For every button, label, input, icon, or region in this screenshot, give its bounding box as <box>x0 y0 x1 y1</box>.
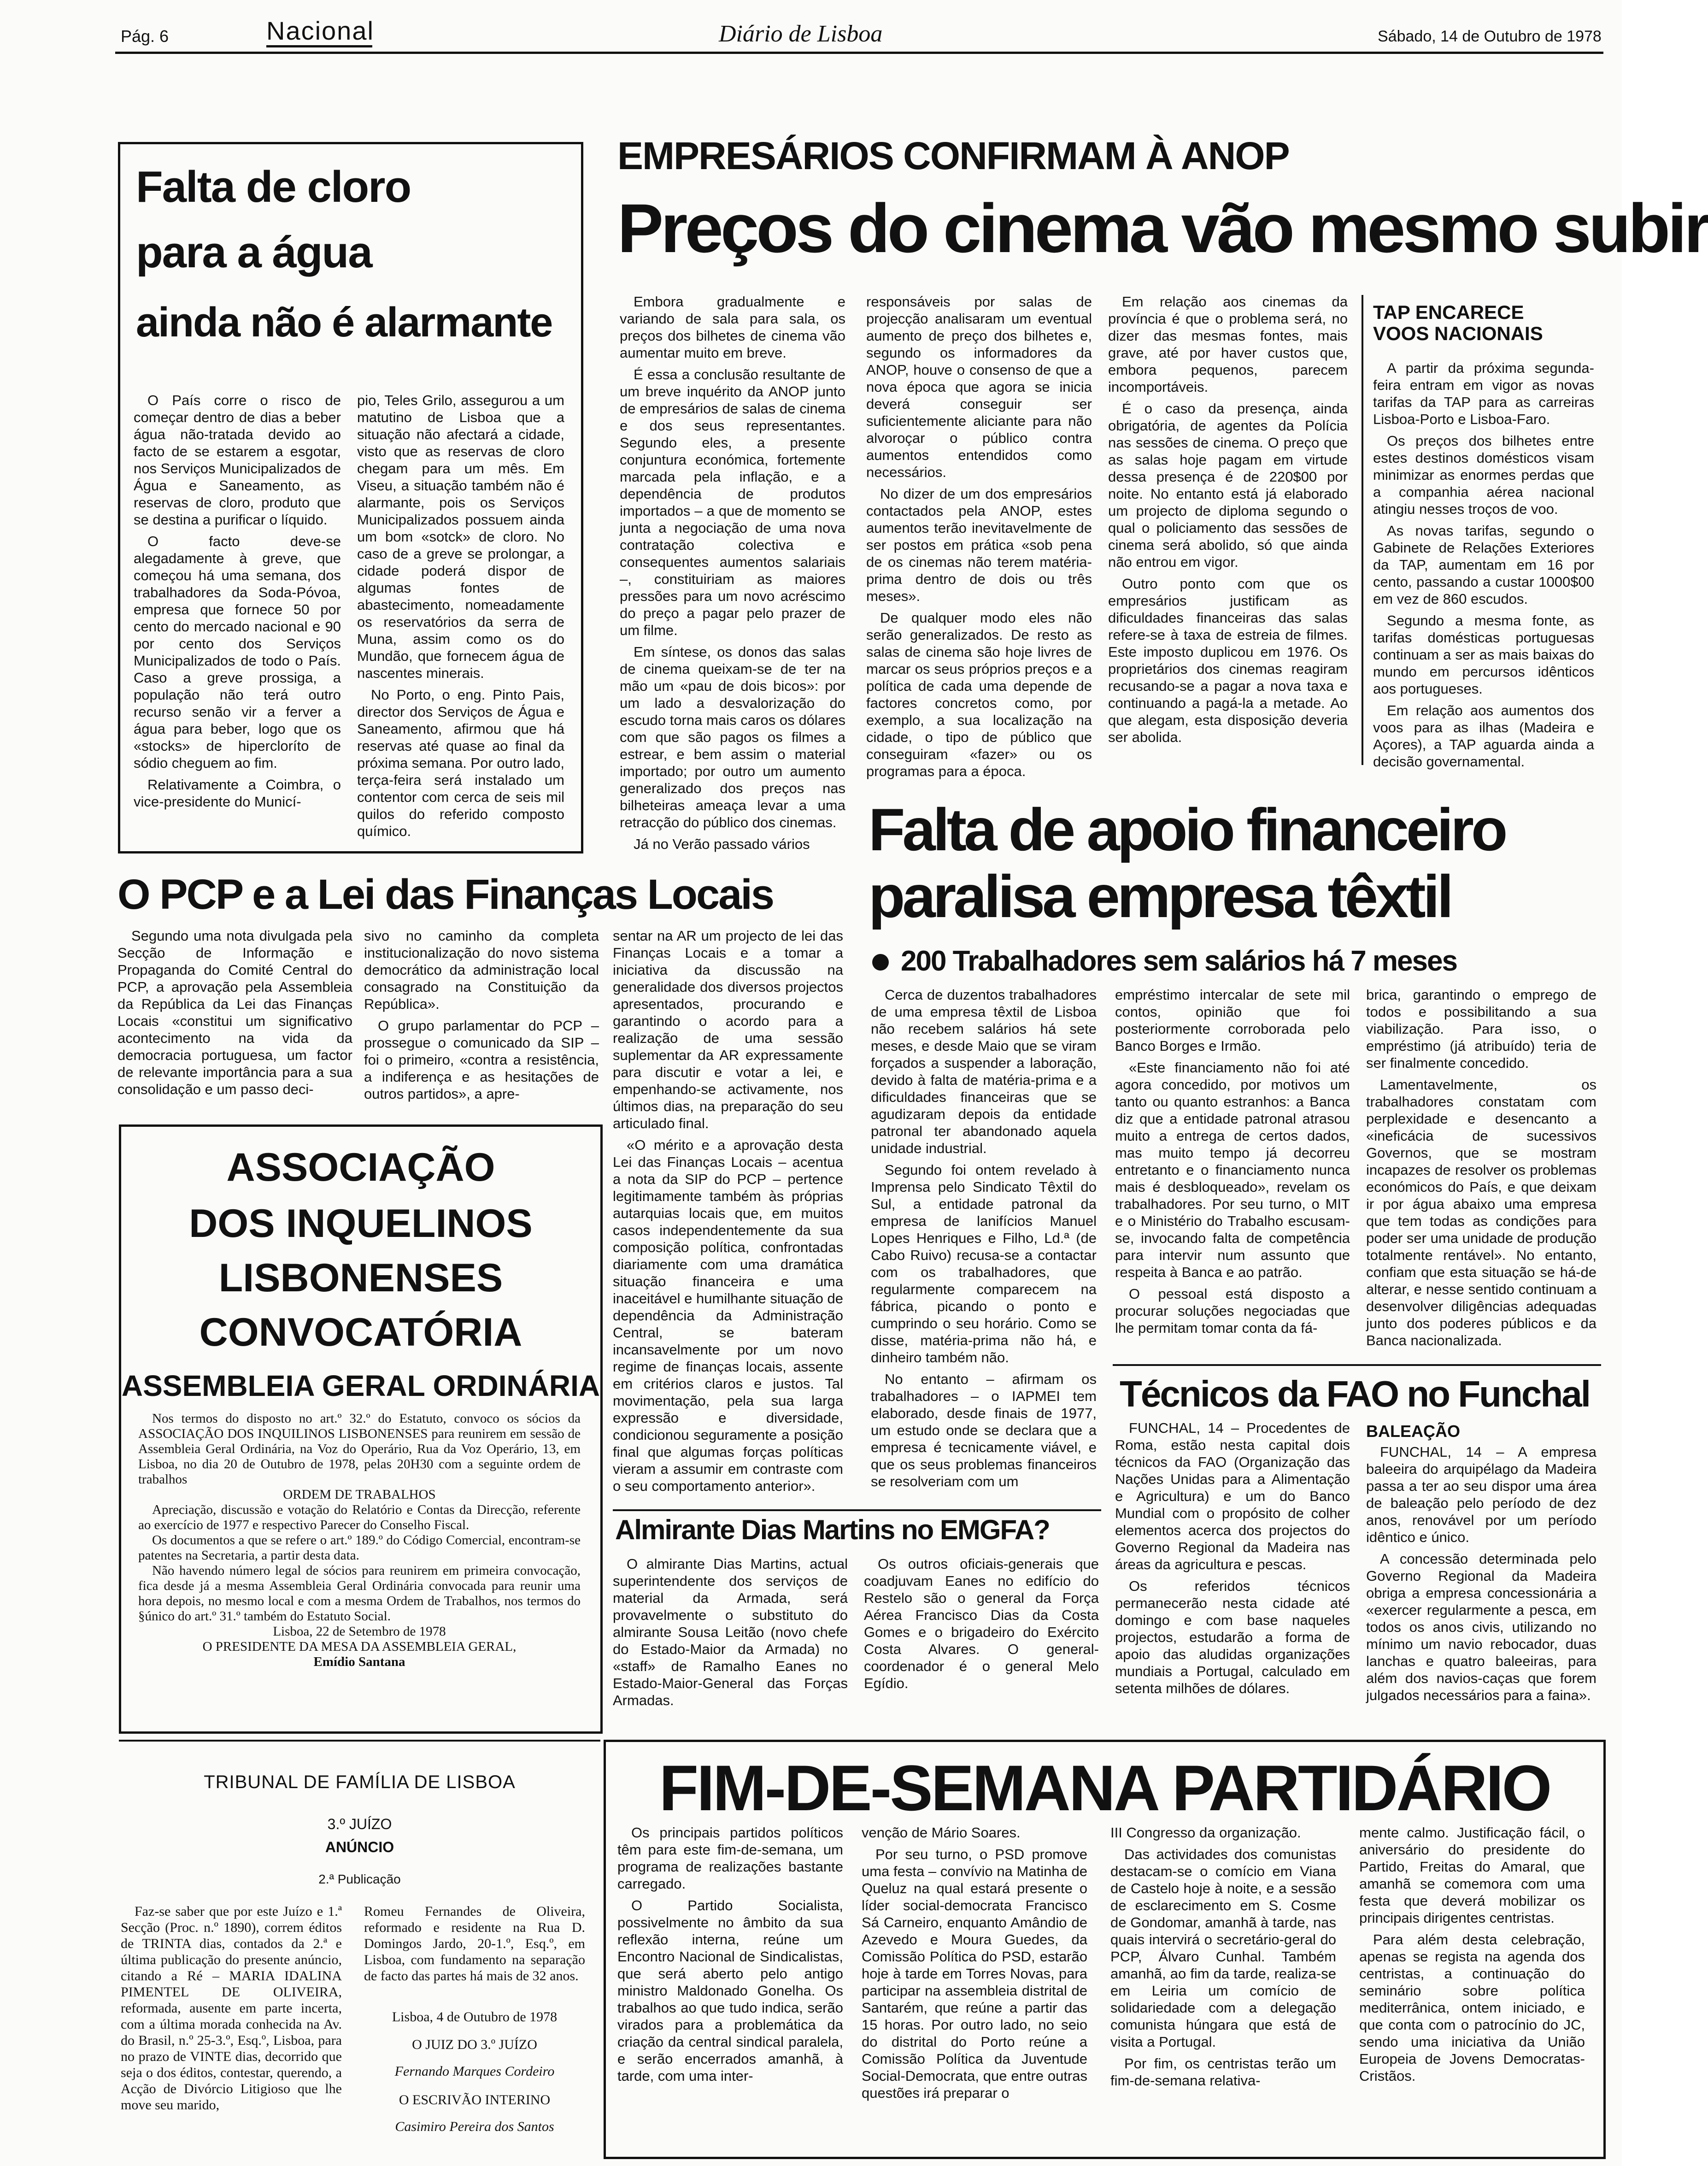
pcp-column-1 <box>117 927 352 1116</box>
cloro-column-1 <box>134 392 341 830</box>
fimsemana-column-1 <box>617 1824 843 2147</box>
pcp-paragraph: sivo no caminho da completa institucionalização do novo sistema democrático da administração local consagrado na Constituição da República». <box>364 928 599 1012</box>
cinema-paragraph: Já no Verão passado vários <box>634 836 810 852</box>
masthead-rule <box>115 52 1603 54</box>
fimsemana-paragraph: Por fim, os centristas terão um fim-de-semana relativa- <box>1110 2055 1336 2089</box>
tribunal-paragraph: Faz-se saber que por este Juízo e 1.ª Secção (Proc. n.º 1890), correm éditos de TRINTA dias, contados da 2.ª e última publicação do presente anúncio, citando a Ré – MARIA IDALINA PIMENTEL DE OLIVEIRA, reformada, ausente em parte incerta, com a última morada conhecida na Av. do Brasil, n.º 25-3.º, Esq.º, Lisboa, para no prazo de VINTE dias, decorrido que seja o dos éditos, contestar, querendo, a Acção de Divórcio Litigioso que lhe move seu marido, <box>121 1904 342 2113</box>
tap-paragraph: As novas tarifas, segundo o Gabinete de Relações Exteriores da TAP, aumentam em 16 por cento, passando a custar 1000$00 em vez de 860 escudos. <box>1373 523 1594 607</box>
fimsemana-column-2 <box>862 1824 1087 2147</box>
textil-paragraph: Segundo foi ontem revelado à Imprensa pelo Sindicato Têxtil do Sul, a entidade patronal da empresa de lanifícios Manuel Lopes Henriques e Filho, Ld.ª (de Cabo Ruivo) recusa-se a contactar com os trabalhadores, que regularmente comparecem na fábrica, picando o ponto e cumprindo o seu horário. Como se disse, matéria-prima não há, e dinheiro também não. <box>871 1162 1097 1366</box>
associacao-paragraph: Nos termos do disposto no art.º 32.º do Estatuto, convoco os sócios da ASSOCIAÇÃO DOS INQUILINOS LISBONENSES para reunirem em sessão de Assembleia Geral Ordinária, na Voz do Operário, Rua da Voz Operário, 13, em Lisboa, no dia 20 de Outubro de 1978, pelas 20H30 com a seguinte ordem de trabalhos <box>138 1411 581 1487</box>
pcp-column-2 <box>364 927 599 1116</box>
tribunal-clerk-name: Casimiro Pereira dos Santos <box>395 2119 554 2134</box>
fimsemana-paragraph: Das actividades dos comunistas destacam-se o comício em Viana de Castelo hoje à noite, e a sessão de esclarecimento em S. Cosme de Gondomar, amanhã à tarde, nas quais intervirá o secretário-geral do PCP, Álvaro Cunhal. Também amanhã, ao fim da tarde, realiza-se em Leiria um comício de solidariedade com a delegação comunista húngara que está de visita a Portugal. <box>1110 1846 1336 2050</box>
almirante-column-2 <box>864 1555 1099 1740</box>
fao-paragraph: FUNCHAL, 14 – Procedentes de Roma, estão nesta capital dois técnicos da FAO (Organização das Nações Unidas para a Alimentação e Agricultura) e um do Banco Mundial com o propósito de colher elementos acerca dos projectos do Governo Regional da Madeira nas áreas da agricultura e pescas. <box>1115 1420 1350 1572</box>
tribunal-column-2 <box>364 1903 585 1995</box>
tribunal-title: TRIBUNAL DE FAMÍLIA DE LISBOA <box>204 1772 516 1792</box>
fimsemana-paragraph: III Congresso da organização. <box>1110 1825 1301 1841</box>
textil-paragraph: empréstimo intercalar de sete mil contos, opinião que foi posteriormente corroborada pelo Banco Borges e Irmão. <box>1115 987 1350 1054</box>
tribunal-anuncio: ANÚNCIO <box>325 1839 394 1855</box>
tap-paragraph: Em relação aos aumentos dos voos para as ilhas (Madeira e Açores), a TAP aguarda ainda a decisão governamental. <box>1373 702 1594 770</box>
associacao-title-5: ASSEMBLEIA GERAL ORDINÁRIA <box>121 1369 600 1402</box>
almirante-column-1 <box>613 1555 848 1740</box>
textil-paragraph: «Este financiamento não foi até agora concedido, por motivos um tanto ou quanto estranhos: a Banca diz que a entidade patronal atrasou muito a entrega de certos dados, mas muito tempo já decorreu entretanto e o financiamento nunca mais é desbloqueado», revelam os trabalhadores. Por seu turno, o MIT e o Ministério do Trabalho escusam-se, invocando falta de competência para intervir num assunto que respeita à Banca e ao patrão. <box>1115 1059 1350 1280</box>
cinema-column-2 <box>866 293 1092 837</box>
baleacao-title: BALEAÇÃO <box>1366 1422 1460 1441</box>
textil-paragraph: O pessoal está disposto a procurar soluções negociadas que lhe permitam tomar conta da fá- <box>1115 1286 1350 1336</box>
almirante-top-rule <box>613 1509 1101 1511</box>
pcp-paragraph: O grupo parlamentar do PCP – prossegue o comunicado da SIP – foi o primeiro, «contra a resistência, a indiferença e as hesitações de outros partidos», a apre- <box>364 1018 599 1102</box>
textil-paragraph: Lamentavelmente, os trabalhadores constatam com perplexidade e desencanto a «ineficácia de sucessivos Governos, que se mostram incapazes de resolver os problemas económicos do País, e que deixam ir por água abaixo uma empresa que tem todas as condições para poder ser uma unidade de produção totalmente rentável». No entanto, confiam que esta situação se há-de alterar, e nesse sentido continuam a desenvolver diligências adequadas junto dos poderes públicos e da Banca nacionalizada. <box>1366 1077 1596 1348</box>
pcp-column-3 <box>613 927 843 1499</box>
cinema-paragraph: De qualquer modo eles não serão generalizados. De resto as salas de cinema são hoje livres de marcar os seus próprios preços e a política de cada uma depende de factores concretos como, por exemplo, a sua localização na cidade, o tipo de público que conseguiram «fazer» ou os programas para a época. <box>866 610 1092 779</box>
cinema-kicker: EMPRESÁRIOS CONFIRMAM À ANOP <box>617 134 1289 177</box>
tap-column-rule <box>1362 295 1363 765</box>
cinema-paragraph: Em relação aos cinemas da província é que o problema será, no dizer das mesmas fontes, mais grave, até por haver custos que, embora pequenos, parecem incomportáveis. <box>1108 294 1348 395</box>
fimsemana-column-4 <box>1359 1824 1585 2147</box>
tribunal-paragraph: Romeu Fernandes de Oliveira, reformado e residente na Rua D. Domingos Jardo, 20-1.º, Esq.º, em Lisboa, com fundamento na separação de facto das partes há mais de 32 anos. <box>364 1904 585 1984</box>
cinema-paragraph: responsáveis por salas de projecção analisaram um eventual aumento de preço dos bilhetes e, segundo os informadores da ANOP, houve o consenso de que a nova época que agora se inicia deverá conseguir ser suficientemente aliciante para não alvoroçar o público contra aumentos entendidos como necessários. <box>866 294 1092 480</box>
section-underline <box>266 45 372 47</box>
cloro-headline-2: para a água <box>136 228 372 277</box>
pcp-paragraph: sentar na AR um projecto de lei das Finanças Locais e a tomar a iniciativa da discussão na generalidade dos diversos projectos apresentados, procurando e garantindo o acordo para a realização de uma sessão suplementar da AR expressamente para discutir e votar a lei, e empenhando-se activamente, nos últimos dias, na preparação do seu articulado final. <box>613 928 843 1131</box>
textil-headline-1: Falta de apoio financeiro <box>869 796 1505 863</box>
pcp-paragraph: «O mérito e a aprovação desta Lei das Finanças Locais – acentua a nota da SIP do PCP – pertence legitimamente também às próprias autarquias locais que, em muitos casos independentemente da sua composição política, confrontadas diariamente com uma dramática situação financeira e uma inaceitável e humilhante situação de dependência da Administração Central, se bateram incansavelmente por um novo regime de finanças locais, assente em critérios claros e justos. Tal movimentação, pela sua larga expressão e diversidade, condicionou seguramente a posição final que algumas forças políticas vieram a assumir em contraste com o seu comportamento anterior». <box>613 1137 843 1494</box>
associacao-body <box>138 1411 581 1720</box>
tap-paragraph: A partir da próxima segunda-feira entram em vigor as novas tarifas da TAP para as carreiras Lisboa-Porto e Lisboa-Faro. <box>1373 360 1594 427</box>
textil-paragraph: Cerca de duzentos trabalhadores de uma empresa têxtil de Lisboa não recebem salários há sete meses, e desde Maio que se viram forçados a suspender a laboração, devido à falta de matéria-prima e a dificuldades financeiras que se agudizaram depois da entidade patronal ter abandonado aquela unidade industrial. <box>871 987 1097 1156</box>
paper-name: Diário de Lisboa <box>719 21 883 47</box>
tribunal-judge-name: Fernando Marques Cordeiro <box>394 2064 555 2079</box>
tribunal-date: Lisboa, 4 de Outubro de 1978 <box>392 2009 558 2025</box>
fimsemana-paragraph: O Partido Socialista, possivelmente no âmbito da sua reflexão interna, reúne um Encontro Nacional de Sindicalistas, que será aberto pelo antigo ministro Maldonado Gonelha. Os trabalhos ao que tudo indica, serão virados para a problemática da criação da central sindical paralela, e serão encerrados amanhã, à tarde, com uma inter- <box>617 1897 843 2084</box>
tap-column <box>1373 359 1594 820</box>
textil-column-1 <box>871 986 1097 1489</box>
tap-paragraph: Segundo a mesma fonte, as tarifas domésticas portuguesas continuam a ser as mais baixas do mundo em percursos idênticos aos portugueses. <box>1373 612 1594 697</box>
fao-paragraph: FUNCHAL, 14 – A empresa baleeira do arquipélago da Madeira passa a ter ao seu dispor uma área de baleação pelo período de dez anos, renovável por um período idêntico e único. <box>1366 1444 1596 1545</box>
associacao-signatory-title: O PRESIDENTE DA MESA DA ASSEMBLEIA GERAL, <box>202 1639 517 1654</box>
cinema-paragraph: Em síntese, os donos das salas de cinema queixam-se de ter na mão um «pau de dois bicos»: por um lado a desvalorização do escudo torna mais caros os dólares com que são pagos os filmes a estrear, e bem assim o material importado; por outro um aumento generalizado dos preços nas bilheteiras ameaça levar a uma retracção do público dos cinemas. <box>620 644 845 830</box>
cloro-paragraph: No Porto, o eng. Pinto Pais, director dos Serviços de Água e Saneamento, afirmou que há reservas até quase ao final da próxima semana. Por outro lado, terça-feira será instalado um contentor com cerca de seis mil quilos do referido composto químico. <box>357 687 564 839</box>
tap-headline <box>1373 302 1585 344</box>
tribunal-judge-title: O JUIZ DO 3.º JUÍZO <box>412 2037 537 2052</box>
cloro-paragraph: O País corre o risco de começar dentro de dias a beber água não-tratada devido ao facto de se estarem a esgotar, nos Serviços Municipalizados de Água e Saneamento, as reservas de cloro, produto que se destina a purificar o líquido. <box>134 392 341 528</box>
tribunal-column-1 <box>121 1903 342 2161</box>
textil-headline-2: paralisa empresa têxtil <box>869 863 1451 930</box>
fao-top-rule <box>1113 1364 1601 1366</box>
associacao-paragraph: Os documentos a que se refere o art.º 189.º do Código Comercial, encontram-se patentes na Secretaria, a partir desta data. <box>138 1533 581 1563</box>
associacao-title-1: ASSOCIAÇÃO <box>226 1145 495 1189</box>
cinema-column-1 <box>620 293 845 852</box>
textil-paragraph: No entanto – afirmam os trabalhadores – o IAPMEI tem elaborado, desde finais de 1977, um estudo onde se declara que a empresa é tecnicamente viável, e que os seus problemas financeiros se resolveriam com um <box>871 1371 1097 1489</box>
fimsemana-paragraph: mente calmo. Justificação fácil, o aniversário do presidente do Partido, Freitas do Amaral, que amanhã se comemora com uma festa que deverá mobilizar os principais dirigentes centristas. <box>1359 1825 1585 1926</box>
textil-paragraph: brica, garantindo o emprego de todos e possibilitando a sua viabilização. Para isso, o empréstimo (já atribuído) teria de ser finalmente concedido. <box>1366 987 1596 1071</box>
tribunal-clerk-title: O ESCRIVÃO INTERINO <box>399 2092 551 2107</box>
cloro-paragraph: Relativamente a Coimbra, o vice-presidente do Municí- <box>134 777 341 810</box>
associacao-agenda-title: ORDEM DE TRABALHOS <box>283 1487 436 1502</box>
associacao-title-4: CONVOCATÓRIA <box>199 1310 522 1354</box>
fimsemana-paragraph: Os principais partidos políticos têm para este fim-de-semana, um programa de realizações bastante carregado. <box>617 1825 843 1892</box>
cinema-column-3 <box>1108 293 1348 837</box>
fao-column-1 <box>1115 1419 1350 1742</box>
fao-headline: Técnicos da FAO no Funchal <box>1120 1373 1590 1414</box>
fao-column-2 <box>1366 1443 1596 1766</box>
textil-column-3 <box>1366 986 1596 1355</box>
fimsemana-column-3 <box>1110 1824 1336 2147</box>
tribunal-top-rule <box>119 1740 600 1742</box>
almirante-paragraph: O almirante Dias Martins, actual superintendente dos serviços de material da Armada, será provavelmente o substituto do almirante Sousa Leitão (novo chefe do Estado-Maior da Armada) no «staff» de Ramalho Eanes no Estado-Maior-General das Forças Armadas. <box>613 1556 848 1708</box>
fimsemana-paragraph: Para além desta celebração, apenas se regista na agenda dos centristas, a continuação do seminário sobre política mediterrânica, ontem iniciado, e que conta com o patrocínio do JC, sendo uma iniciativa da União Europeia de Jovens Democratas-Cristãos. <box>1359 1931 1585 2084</box>
issue-date: Sábado, 14 de Outubro de 1978 <box>1378 28 1602 45</box>
tribunal-publicacao: 2.ª Publicação <box>318 1872 401 1886</box>
cloro-column-2 <box>357 392 564 839</box>
cinema-paragraph: É essa a conclusão resultante de um breve inquérito da ANOP junto de empresários de salas de cinema e dos seus representantes. Segundo eles, a presente conjuntura económica, fortemente marcada pela inflação, e a dependência de produtos importados – a que de momento se junta a negociação de uma nova contratação colectiva e consequentes aumentos salariais –, constituiriam as maiores pressões para um novo acréscimo do preço a pagar pelo prazer de um filme. <box>620 366 845 638</box>
tap-paragraph: Os preços dos bilhetes entre estes destinos domésticos visam minimizar as enormes perdas que a companhia aérea nacional atingiu nesses troços de voo. <box>1373 433 1594 517</box>
fimsemana-headline: FIM-DE-SEMANA PARTIDÁRIO <box>659 1752 1550 1824</box>
associacao-title-2: DOS INQUELINOS <box>189 1201 533 1246</box>
fao-paragraph: Os referidos técnicos permanecerão nesta cidade até domingo e com base naqueles projectos, estudarão a forma de apoio das aludidas organizações mundiais a Portugal, calculado em setenta milhões de dólares. <box>1115 1578 1350 1696</box>
cloro-paragraph: pio, Teles Grilo, assegurou a um matutino de Lisboa que a situação não afectará a cidade, visto que as reservas de cloro chegam para um mês. Em Viseu, a situação também não é alarmante, pois os Serviços Municipalizados possuem ainda um bom «sotck» de cloro. No caso de a greve se prolongar, a cidade poderá dispor de algumas fontes de abastecimento, nomeadamente os reservatórios da serra de Muna, assim como os do Mundão, que fornecem água de nascentes minerais. <box>357 392 564 681</box>
cloro-headline-1: Falta de cloro <box>136 162 411 212</box>
cloro-paragraph: O facto deve-se alegadamente à greve, que começou há uma semana, dos trabalhadores da Soda-Póvoa, empresa que fornece 50 por cento do mercado nacional e 90 por cento dos Serviços Municipalizados de todo o País. Caso a greve prossiga, a população não terá outro recurso senão vir a ferver a água para beber, logo que os «stocks» de hipercloríto de sódio cheguem ao fim. <box>134 533 341 771</box>
cinema-paragraph: No dizer de um dos empresários contactados pela ANOP, estes aumentos terão inevitavelmente de ser postos em prática «sob pena de os cinemas não terem matéria-prima dentro de dois ou três meses». <box>866 486 1092 604</box>
textil-subhead: 200 Trabalhadores sem salários há 7 meses <box>901 945 1457 977</box>
section-name: Nacional <box>266 16 374 45</box>
associacao-title-3: LISBONENSES <box>218 1256 503 1300</box>
associacao-date: Lisboa, 22 de Setembro de 1978 <box>273 1624 446 1639</box>
cinema-paragraph: Embora gradualmente e variando de sala para sala, os preços dos bilhetes de cinema vão aumentar muito em breve. <box>620 294 845 361</box>
tribunal-juizo: 3.º JUÍZO <box>327 1816 392 1832</box>
cinema-paragraph: Outro ponto com que os empresários justificam as dificuldades financeiras das salas refere-se à taxa de estreia de filmes. Este imposto duplicou em 1976. Os proprietários dos cinemas reagiram recusando-se a pagar a nova taxa e continuando a pagá-la a metade. Ao que alegam, esta disposição deveria ser abolida. <box>1108 576 1348 745</box>
fimsemana-paragraph: venção de Mário Soares. <box>862 1825 1021 1841</box>
fimsemana-paragraph: Por seu turno, o PSD promove uma festa – convívio na Matinha de Queluz na qual estará presente o líder social-democrata Francisco Sá Carneiro, enquanto Amândio de Azevedo e Moura Guedes, da Comissão Política do PSD, estarão hoje à tarde em Torres Novas, para participar na assembleia distrital de Santarém, que reúne a partir das 15 horas. Por outro lado, no seio do distrital do Porto reúne a Comissão Política da Juventude Social-Democrata, que entre outras questões irá preparar o <box>862 1846 1087 2101</box>
textil-column-2 <box>1115 986 1350 1355</box>
associacao-paragraph: Apreciação, discussão e votação do Relatório e Contas da Direcção, referente ao exercício de 1977 e respectivo Parecer do Conselho Fiscal. <box>138 1502 581 1532</box>
almirante-paragraph: Os outros oficiais-generais que coadjuvam Eanes no edifício do Restelo são o general da Força Aérea Francisco Dias da Costa Gomes e o brigadeiro do Exército Costa Alvares. O general-coordenador é o general Melo Egídio. <box>864 1556 1099 1691</box>
pcp-headline: O PCP e a Lei das Finanças Locais <box>117 871 774 918</box>
associacao-signatory-name: Emídio Santana <box>313 1654 405 1669</box>
cinema-headline: Preços do cinema vão mesmo subir <box>617 189 1708 267</box>
page-number: Pág. 6 <box>121 27 169 46</box>
associacao-paragraph: Não havendo número legal de sócios para reunirem em primeira convocação, fica desde já a mesma Assembleia Geral Ordinária convocada para reunir uma hora depois, no mesmo local e com a mesma Ordem de Trabalhos, nos termos do §único do art.º 31.º também do Estatuto Social. <box>138 1563 581 1624</box>
almirante-headline: Almirante Dias Martins no EMGFA? <box>615 1514 1050 1545</box>
cloro-headline-3: ainda não é alarmante <box>136 300 552 346</box>
bullet-icon <box>872 954 889 971</box>
pcp-paragraph: Segundo uma nota divulgada pela Secção de Informação e Propaganda do Comité Central do PCP, a aprovação pela Assembleia da República da Lei das Finanças Locais «constitui um significativo acontecimento na vida da democracia portuguesa, um factor de relevante importância para a sua consolidação e um passo deci- <box>117 928 352 1097</box>
fao-paragraph: A concessão determinada pelo Governo Regional da Madeira obriga a empresa concessionária a «exercer regularmente a pesca, em todos os anos civis, utilizando no mínimo um navio rebocador, duas lanchas e quatro baleeiras, para além dos navios-caças que forem julgados necessários para a faina». <box>1366 1551 1596 1703</box>
tap-headline-text: TAP ENCARECE VOOS NACIONAIS <box>1373 301 1543 344</box>
cinema-paragraph: É o caso da presença, ainda obrigatória, de agentes da Polícia nas sessões de cinema. O preço que as salas hoje pagam em virtude dessa presença é de 220$00 por noite. No entanto está já elaborado um projecto de diploma segundo o qual o policiamento das sessões de cinema será abolido, só que ainda não entrou em vigor. <box>1108 400 1348 570</box>
